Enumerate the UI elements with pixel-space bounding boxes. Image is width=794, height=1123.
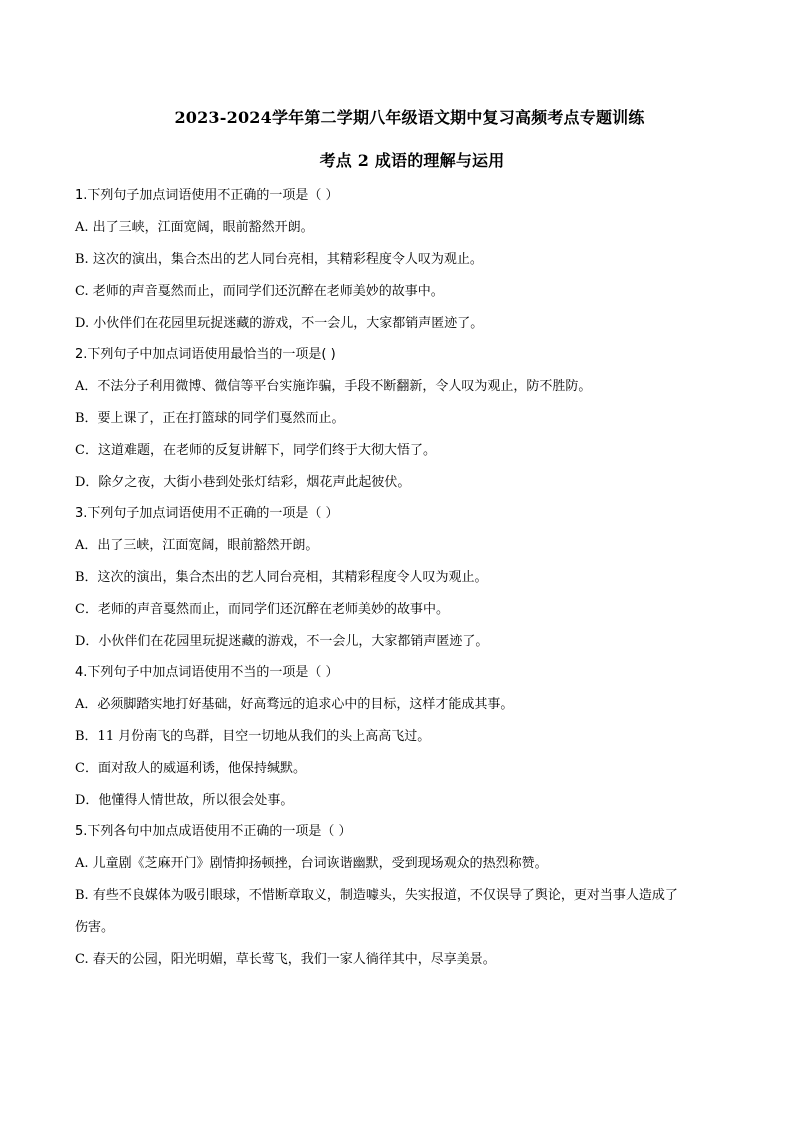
question-stem: 2.下列句子中加点词语使用最恰当的一项是( ): [75, 347, 336, 362]
question-option: B. 有些不良媒体为吸引眼球，不惜断章取义，制造噱头，失实报道，不仅误导了舆论，更对当事人造成了: [75, 888, 678, 903]
question-option: D. 小伙伴们在花园里玩捉迷藏的游戏，不一会儿，大家都销声匿迹了。: [75, 316, 484, 331]
question-option: D．除夕之夜，大街小巷到处张灯结彩，烟花声此起彼伏。: [75, 475, 411, 490]
question-option: B. 这次的演出，集合杰出的艺人同台亮相，其精彩程度令人叹为观止。: [75, 252, 483, 267]
page-subtitle: 考点 2 成语的理解与运用: [319, 151, 505, 170]
question-option: B．要上课了，正在打篮球的同学们戛然而止。: [75, 411, 345, 426]
question-option: D．小伙伴们在花园里玩捉迷藏的游戏，不一会儿，大家都销声匿迹了。: [75, 634, 489, 649]
question-option: A．不法分子利用微博、微信等平台实施诈骗，手段不断翻新，令人叹为观止，防不胜防。: [75, 379, 592, 394]
question-option: D．他懂得人情世故，所以很会处事。: [75, 793, 294, 808]
question-option-continuation: 伤害。: [75, 920, 115, 935]
question-option: C．老师的声音戛然而止，而同学们还沉醉在老师美妙的故事中。: [75, 602, 449, 617]
question-option: C．面对敌人的威逼利诱，他保持缄默。: [75, 761, 306, 776]
question-stem: 3.下列句子加点词语使用不正确的一项是（ ）: [75, 506, 339, 521]
question-option: A. 儿童剧《芝麻开门》剧情抑扬顿挫，台词诙谐幽默，受到现场观众的热烈称赞。: [75, 856, 548, 871]
question-option: C. 春天的公园，阳光明媚，草长莺飞，我们一家人徜徉其中，尽享美景。: [75, 952, 496, 967]
question-option: A．出了三峡，江面宽阔，眼前豁然开朗。: [75, 538, 319, 553]
question-option: A. 出了三峡，江面宽阔，眼前豁然开朗。: [75, 220, 314, 235]
question-stem: 1.下列句子加点词语使用不正确的一项是（ ）: [75, 188, 339, 203]
question-option: A．必须脚踏实地打好基础，好高骛远的追求心中的目标，这样才能成其事。: [75, 697, 514, 712]
question-option: C．这道难题，在老师的反复讲解下，同学们终于大彻大悟了。: [75, 443, 436, 458]
question-stem: 4.下列句子中加点词语使用不当的一项是（ ）: [75, 665, 339, 680]
page-title: 2023-2024学年第二学期八年级语文期中复习高频考点专题训练: [174, 108, 645, 127]
question-option: B．这次的演出，集合杰出的艺人同台亮相，其精彩程度令人叹为观止。: [75, 570, 488, 585]
question-option: C. 老师的声音戛然而止，而同学们还沉醉在老师美妙的故事中。: [75, 284, 444, 299]
question-option: B．11 月份南飞的鸟群，目空一切地从我们的头上高高飞过。: [75, 729, 431, 744]
question-stem: 5.下列各句中加点成语使用不正确的一项是（ ）: [75, 824, 352, 839]
